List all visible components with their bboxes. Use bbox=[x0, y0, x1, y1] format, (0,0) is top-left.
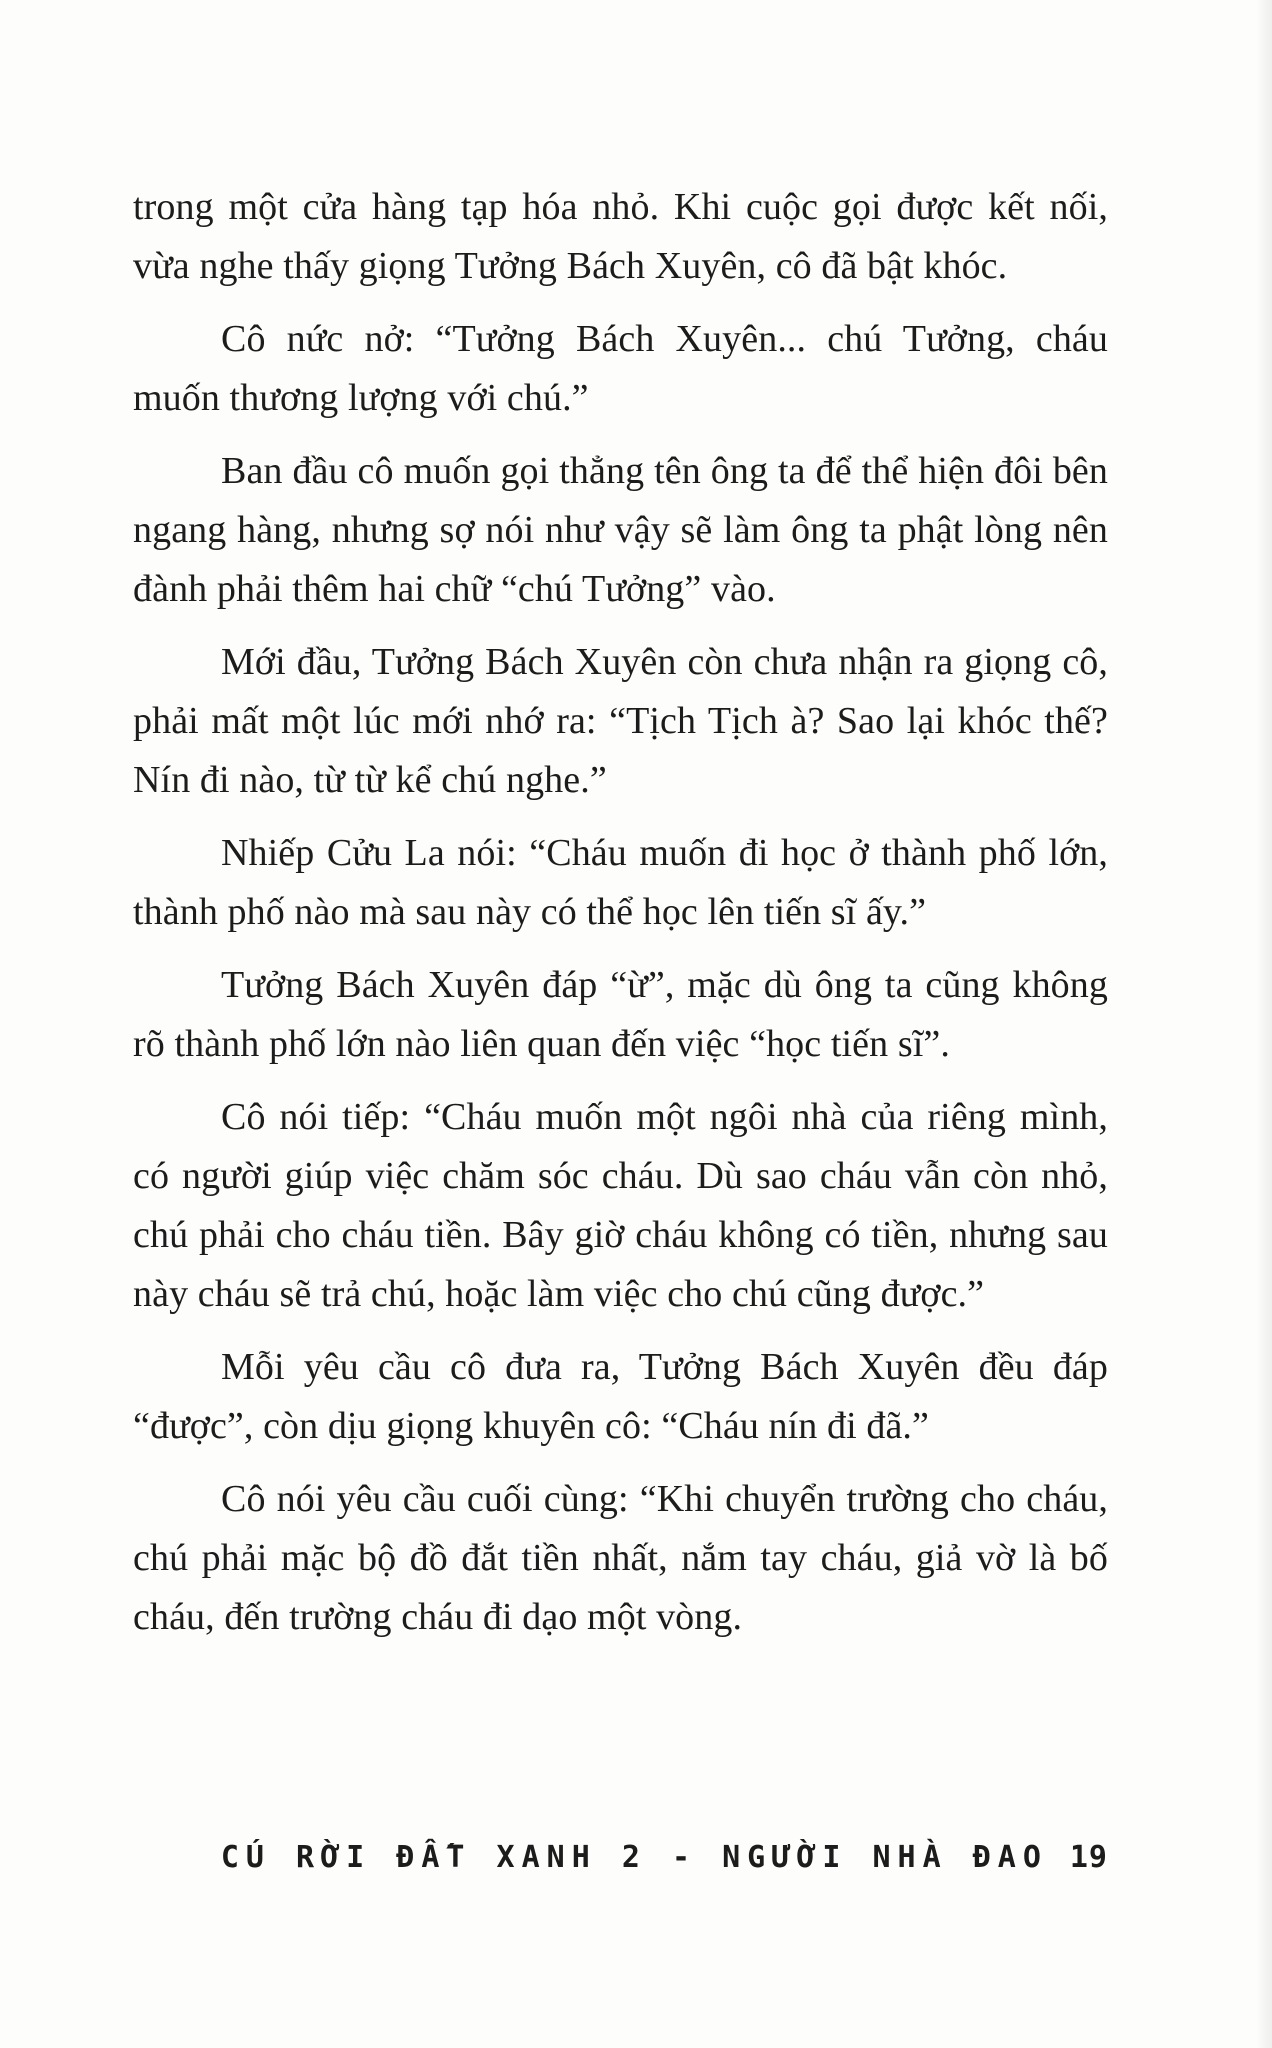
paragraph: Cô nói tiếp: “Cháu muốn một ngôi nhà của riêng mình, có người giúp việc chăm sóc cháu. Dù sao cháu vẫn còn nhỏ, chú phải cho cháu tiền. Bây giờ cháu không có tiền, nhưng sau này cháu sẽ trả chú, hoặc làm việc cho chú cũng được.” bbox=[133, 1096, 1108, 1315]
page-edge-shadow bbox=[1256, 0, 1272, 2048]
page-body bbox=[133, 178, 1108, 1661]
paragraph-continued: trong một cửa hàng tạp hóa nhỏ. Khi cuộc gọi được kết nối, vừa nghe thấy giọng Tưởng Bách Xuyên, cô đã bật khóc. bbox=[133, 186, 1108, 287]
running-title: CÚ RỜI ĐẤT XANH 2 - NGƯỜI NHÀ ĐAO bbox=[220, 1840, 1048, 1875]
paragraph: Ban đầu cô muốn gọi thẳng tên ông ta để thể hiện đôi bên ngang hàng, nhưng sợ nói như vậy sẽ làm ông ta phật lòng nên đành phải thêm hai chữ “chú Tưởng” vào. bbox=[133, 450, 1108, 610]
paragraph: Mới đầu, Tưởng Bách Xuyên còn chưa nhận ra giọng cô, phải mất một lúc mới nhớ ra: “Tịch Tịch à? Sao lại khóc thế? Nín đi nào, từ từ kể chú nghe.” bbox=[133, 641, 1108, 801]
paragraph: Cô nói yêu cầu cuối cùng: “Khi chuyển trường cho cháu, chú phải mặc bộ đồ đắt tiền nhất, nắm tay cháu, giả vờ là bố cháu, đến trường cháu đi dạo một vòng. bbox=[133, 1478, 1108, 1638]
paragraph: Cô nức nở: “Tưởng Bách Xuyên... chú Tưởng, cháu muốn thương lượng với chú.” bbox=[133, 318, 1108, 419]
page-number: 19 bbox=[1069, 1840, 1108, 1875]
page-footer bbox=[0, 1840, 1108, 1875]
paragraph: Tưởng Bách Xuyên đáp “ừ”, mặc dù ông ta cũng không rõ thành phố lớn nào liên quan đến việc “học tiến sĩ”. bbox=[133, 964, 1108, 1065]
paragraph: Mỗi yêu cầu cô đưa ra, Tưởng Bách Xuyên đều đáp “được”, còn dịu giọng khuyên cô: “Cháu nín đi đã.” bbox=[133, 1346, 1108, 1447]
paragraph: Nhiếp Cửu La nói: “Cháu muốn đi học ở thành phố lớn, thành phố nào mà sau này có thể học lên tiến sĩ ấy.” bbox=[133, 832, 1108, 933]
